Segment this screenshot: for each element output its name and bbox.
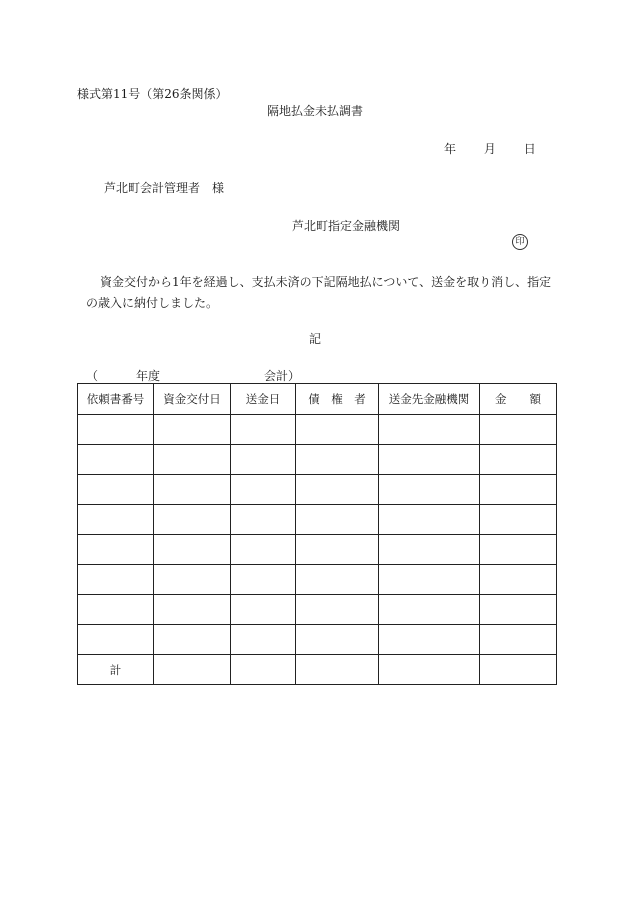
table-cell xyxy=(296,595,379,625)
body-text: 資金交付から1年を経過し、支払未済の下記隔地払について、送金を取り消し、指定の歳入に納付しました。 xyxy=(86,275,552,310)
table-row xyxy=(78,565,557,595)
sender: 芦北町指定金融機関 xyxy=(292,219,401,233)
addressee: 芦北町会計管理者 様 xyxy=(104,181,225,195)
fiscal-year-label: 年度 xyxy=(136,369,161,383)
table-cell xyxy=(480,445,557,475)
table-cell xyxy=(379,415,480,445)
table-cell xyxy=(480,625,557,655)
table-cell xyxy=(231,475,296,505)
date-year-label: 年 xyxy=(444,142,457,156)
table-cell xyxy=(480,475,557,505)
table-cell xyxy=(480,655,557,685)
table-row xyxy=(78,535,557,565)
table-cell xyxy=(154,415,231,445)
table-cell xyxy=(231,565,296,595)
fiscal-year-line xyxy=(86,367,300,384)
account-label: 会計） xyxy=(264,369,301,383)
table-cell xyxy=(379,445,480,475)
header-remit-date: 送金日 xyxy=(231,384,296,415)
table-cell xyxy=(480,595,557,625)
records-table xyxy=(77,383,557,685)
table-cell xyxy=(296,415,379,445)
table-cell xyxy=(78,445,154,475)
document-title: 隔地払金未払調書 xyxy=(266,104,363,118)
table-cell xyxy=(154,565,231,595)
header-grant-date: 資金交付日 xyxy=(154,384,231,415)
table-cell xyxy=(480,415,557,445)
table-header-row xyxy=(78,384,557,415)
date-day-label: 日 xyxy=(523,142,536,156)
table-row xyxy=(78,475,557,505)
table-cell xyxy=(296,475,379,505)
table-cell xyxy=(296,445,379,475)
table-cell xyxy=(231,415,296,445)
table-cell xyxy=(78,505,154,535)
table-cell xyxy=(78,625,154,655)
total-row xyxy=(78,655,557,685)
table-cell xyxy=(231,535,296,565)
table-cell xyxy=(480,535,557,565)
table-row xyxy=(78,625,557,655)
table-cell xyxy=(78,565,154,595)
table-cell xyxy=(231,625,296,655)
date-line xyxy=(444,140,560,157)
total-label: 計 xyxy=(78,655,154,685)
table-cell xyxy=(296,655,379,685)
form-number: 様式第11号（第26条関係） xyxy=(77,87,228,101)
table-cell xyxy=(379,625,480,655)
header-request-number: 依頼書番号 xyxy=(78,384,154,415)
ki-heading: 記 xyxy=(308,332,321,346)
table-cell xyxy=(379,475,480,505)
fiscal-open-paren: （ xyxy=(86,369,99,383)
table-cell xyxy=(154,625,231,655)
table-cell xyxy=(78,415,154,445)
table-cell xyxy=(154,445,231,475)
table-cell xyxy=(78,595,154,625)
date-month-label: 月 xyxy=(483,142,496,156)
table-cell xyxy=(379,505,480,535)
table-cell xyxy=(296,505,379,535)
table-cell xyxy=(154,655,231,685)
table-cell xyxy=(379,655,480,685)
table-cell xyxy=(296,535,379,565)
table-row xyxy=(78,505,557,535)
header-destination-bank: 送金先金融機関 xyxy=(379,384,480,415)
table-cell xyxy=(154,595,231,625)
table-cell xyxy=(379,595,480,625)
table-cell xyxy=(78,475,154,505)
table-cell xyxy=(154,535,231,565)
table-cell xyxy=(296,565,379,595)
table-cell xyxy=(379,535,480,565)
table-cell xyxy=(296,625,379,655)
table-cell xyxy=(231,595,296,625)
table-cell xyxy=(154,505,231,535)
table-cell xyxy=(154,475,231,505)
table-cell xyxy=(379,565,480,595)
table-cell xyxy=(231,655,296,685)
table-row xyxy=(78,445,557,475)
table-cell xyxy=(78,535,154,565)
table-cell xyxy=(231,445,296,475)
table-row xyxy=(78,415,557,445)
table-cell xyxy=(231,505,296,535)
table-cell xyxy=(480,565,557,595)
header-creditor: 債 権 者 xyxy=(296,384,379,415)
header-amount: 金 額 xyxy=(480,384,557,415)
table-cell xyxy=(480,505,557,535)
seal-mark: 印 xyxy=(512,234,528,250)
table-row xyxy=(78,595,557,625)
